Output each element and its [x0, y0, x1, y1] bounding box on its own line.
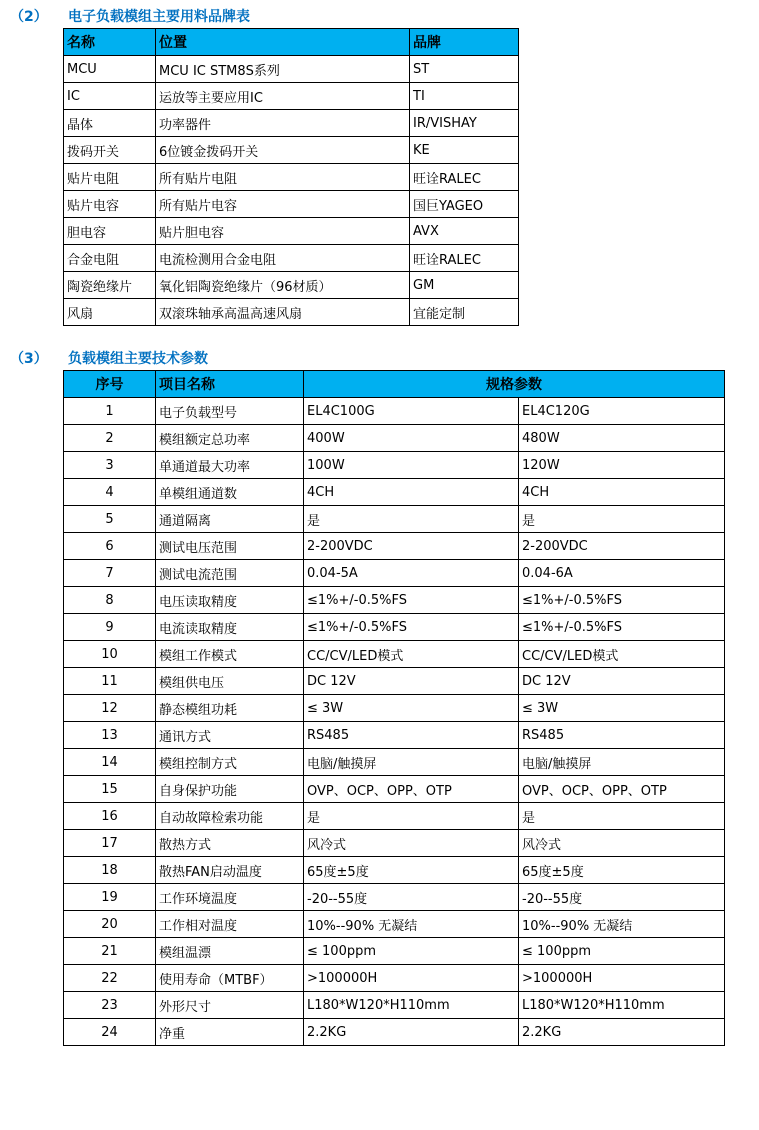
cell-index: 17	[64, 830, 156, 857]
cell-name: 贴片电阻	[64, 164, 156, 191]
cell-spec-model-2: 480W	[519, 425, 725, 452]
table-row	[64, 587, 725, 614]
cell-spec-model-1: 2-200VDC	[304, 533, 519, 560]
cell-item-name: 工作相对温度	[156, 911, 304, 938]
cell-brand: TI	[410, 83, 519, 110]
cell-brand: IR/VISHAY	[410, 110, 519, 137]
cell-spec-model-2: ≤1%+/-0.5%FS	[519, 614, 725, 641]
cell-spec-model-1: DC 12V	[304, 668, 519, 695]
cell-item-name: 净重	[156, 1019, 304, 1046]
cell-spec-model-1: 是	[304, 803, 519, 830]
cell-index: 13	[64, 722, 156, 749]
params-header-row	[64, 371, 725, 398]
cell-position: 电流检测用合金电阻	[156, 245, 410, 272]
table-row	[64, 452, 725, 479]
cell-brand: AVX	[410, 218, 519, 245]
cell-brand: 国巨YAGEO	[410, 191, 519, 218]
cell-spec-model-1: 400W	[304, 425, 519, 452]
cell-brand: KE	[410, 137, 519, 164]
cell-spec-model-2: EL4C120G	[519, 398, 725, 425]
cell-spec-model-2: >100000H	[519, 965, 725, 992]
cell-spec-model-2: DC 12V	[519, 668, 725, 695]
cell-name: 拨码开关	[64, 137, 156, 164]
cell-item-name: 单通道最大功率	[156, 452, 304, 479]
cell-item-name: 模组额定总功率	[156, 425, 304, 452]
cell-index: 3	[64, 452, 156, 479]
table-row	[64, 218, 519, 245]
cell-index: 21	[64, 938, 156, 965]
cell-spec-model-1: >100000H	[304, 965, 519, 992]
table-row	[64, 479, 725, 506]
params-table-body	[64, 398, 725, 1046]
cell-spec-model-1: 2.2KG	[304, 1019, 519, 1046]
cell-name: 胆电容	[64, 218, 156, 245]
cell-spec-model-2: 0.04-6A	[519, 560, 725, 587]
table-row	[64, 803, 725, 830]
cell-spec-model-2: RS485	[519, 722, 725, 749]
cell-item-name: 测试电流范围	[156, 560, 304, 587]
cell-spec-model-2: 10%--90% 无凝结	[519, 911, 725, 938]
table-row	[64, 776, 725, 803]
cell-brand: 旺诠RALEC	[410, 245, 519, 272]
cell-item-name: 电流读取精度	[156, 614, 304, 641]
cell-position: 功率器件	[156, 110, 410, 137]
cell-brand: 宜能定制	[410, 299, 519, 326]
cell-spec-model-2: ≤1%+/-0.5%FS	[519, 587, 725, 614]
cell-index: 24	[64, 1019, 156, 1046]
cell-spec-model-2: 2-200VDC	[519, 533, 725, 560]
cell-item-name: 测试电压范围	[156, 533, 304, 560]
cell-spec-model-1: 电脑/触摸屏	[304, 749, 519, 776]
cell-index: 5	[64, 506, 156, 533]
cell-item-name: 静态模组功耗	[156, 695, 304, 722]
cell-item-name: 电子负载型号	[156, 398, 304, 425]
table-row	[64, 299, 519, 326]
table-row	[64, 425, 725, 452]
cell-brand: GM	[410, 272, 519, 299]
cell-spec-model-2: 电脑/触摸屏	[519, 749, 725, 776]
cell-index: 19	[64, 884, 156, 911]
materials-brand-table	[63, 28, 519, 326]
cell-index: 18	[64, 857, 156, 884]
cell-position: 6位镀金拨码开关	[156, 137, 410, 164]
table-row	[64, 164, 519, 191]
cell-spec-model-2: 120W	[519, 452, 725, 479]
cell-index: 4	[64, 479, 156, 506]
cell-item-name: 外形尺寸	[156, 992, 304, 1019]
cell-item-name: 工作环境温度	[156, 884, 304, 911]
table-row	[64, 911, 725, 938]
cell-index: 1	[64, 398, 156, 425]
table-row	[64, 398, 725, 425]
cell-spec-model-1: 65度±5度	[304, 857, 519, 884]
table-row	[64, 641, 725, 668]
cell-position: MCU IC STM8S系列	[156, 56, 410, 83]
cell-spec-model-1: -20--55度	[304, 884, 519, 911]
table-row	[64, 506, 725, 533]
header-name: 名称	[64, 29, 156, 56]
cell-spec-model-2: 2.2KG	[519, 1019, 725, 1046]
cell-position: 双滚珠轴承高温高速风扇	[156, 299, 410, 326]
table-row	[64, 668, 725, 695]
cell-item-name: 模组工作模式	[156, 641, 304, 668]
tech-params-table	[63, 370, 725, 1046]
cell-name: 晶体	[64, 110, 156, 137]
cell-item-name: 通讯方式	[156, 722, 304, 749]
cell-spec-model-1: L180*W120*H110mm	[304, 992, 519, 1019]
materials-header-row	[64, 29, 519, 56]
table-row	[64, 965, 725, 992]
cell-position: 运放等主要应用IC	[156, 83, 410, 110]
cell-spec-model-2: ≤ 3W	[519, 695, 725, 722]
table-row	[64, 857, 725, 884]
cell-name: MCU	[64, 56, 156, 83]
cell-name: 陶瓷绝缘片	[64, 272, 156, 299]
cell-item-name: 散热方式	[156, 830, 304, 857]
cell-item-name: 电压读取精度	[156, 587, 304, 614]
cell-item-name: 通道隔离	[156, 506, 304, 533]
cell-position: 贴片胆电容	[156, 218, 410, 245]
cell-spec-model-1: CC/CV/LED模式	[304, 641, 519, 668]
cell-index: 11	[64, 668, 156, 695]
table-row	[64, 560, 725, 587]
cell-index: 10	[64, 641, 156, 668]
table-row	[64, 1019, 725, 1046]
cell-item-name: 模组供电压	[156, 668, 304, 695]
cell-spec-model-2: 风冷式	[519, 830, 725, 857]
cell-index: 16	[64, 803, 156, 830]
cell-item-name: 单模组通道数	[156, 479, 304, 506]
table-row	[64, 137, 519, 164]
cell-spec-model-2: 是	[519, 803, 725, 830]
cell-spec-model-2: -20--55度	[519, 884, 725, 911]
cell-spec-model-2: ≤ 100ppm	[519, 938, 725, 965]
cell-position: 所有贴片电阻	[156, 164, 410, 191]
cell-item-name: 散热FAN启动温度	[156, 857, 304, 884]
cell-name: IC	[64, 83, 156, 110]
table-row	[64, 722, 725, 749]
cell-index: 23	[64, 992, 156, 1019]
cell-spec-model-1: 风冷式	[304, 830, 519, 857]
materials-table-body	[64, 56, 519, 326]
table-row	[64, 533, 725, 560]
cell-spec-model-1: 是	[304, 506, 519, 533]
header-item-name: 项目名称	[156, 371, 304, 398]
table-row	[64, 695, 725, 722]
cell-index: 20	[64, 911, 156, 938]
header-spec: 规格参数	[304, 371, 725, 398]
section-3-number: （3）	[10, 351, 48, 367]
cell-name: 合金电阻	[64, 245, 156, 272]
section-2-number: （2）	[10, 9, 48, 25]
cell-spec-model-1: OVP、OCP、OPP、OTP	[304, 776, 519, 803]
cell-position: 氧化铝陶瓷绝缘片（96材质）	[156, 272, 410, 299]
cell-name: 风扇	[64, 299, 156, 326]
cell-spec-model-1: RS485	[304, 722, 519, 749]
cell-spec-model-1: 4CH	[304, 479, 519, 506]
table-row	[64, 110, 519, 137]
header-brand: 品牌	[410, 29, 519, 56]
cell-spec-model-2: 4CH	[519, 479, 725, 506]
cell-index: 9	[64, 614, 156, 641]
cell-spec-model-1: ≤1%+/-0.5%FS	[304, 587, 519, 614]
cell-index: 6	[64, 533, 156, 560]
cell-item-name: 使用寿命（MTBF）	[156, 965, 304, 992]
cell-item-name: 模组控制方式	[156, 749, 304, 776]
cell-spec-model-2: L180*W120*H110mm	[519, 992, 725, 1019]
cell-spec-model-1: ≤ 100ppm	[304, 938, 519, 965]
cell-brand: ST	[410, 56, 519, 83]
cell-item-name: 自身保护功能	[156, 776, 304, 803]
table-row	[64, 245, 519, 272]
table-row	[64, 56, 519, 83]
cell-spec-model-2: 65度±5度	[519, 857, 725, 884]
cell-index: 8	[64, 587, 156, 614]
cell-spec-model-1: ≤1%+/-0.5%FS	[304, 614, 519, 641]
cell-brand: 旺诠RALEC	[410, 164, 519, 191]
cell-index: 12	[64, 695, 156, 722]
cell-spec-model-1: EL4C100G	[304, 398, 519, 425]
header-index: 序号	[64, 371, 156, 398]
cell-spec-model-1: 10%--90% 无凝结	[304, 911, 519, 938]
cell-index: 2	[64, 425, 156, 452]
cell-item-name: 模组温漂	[156, 938, 304, 965]
cell-index: 22	[64, 965, 156, 992]
cell-spec-model-2: CC/CV/LED模式	[519, 641, 725, 668]
cell-index: 7	[64, 560, 156, 587]
section-3-title: 负载模组主要技术参数	[68, 351, 208, 367]
cell-spec-model-1: ≤ 3W	[304, 695, 519, 722]
table-row	[64, 191, 519, 218]
cell-name: 贴片电容	[64, 191, 156, 218]
cell-index: 15	[64, 776, 156, 803]
cell-index: 14	[64, 749, 156, 776]
header-position: 位置	[156, 29, 410, 56]
cell-spec-model-2: OVP、OCP、OPP、OTP	[519, 776, 725, 803]
section-2-title: 电子负载模组主要用料品牌表	[68, 9, 250, 25]
table-row	[64, 884, 725, 911]
table-row	[64, 992, 725, 1019]
table-row	[64, 938, 725, 965]
cell-spec-model-1: 0.04-5A	[304, 560, 519, 587]
table-row	[64, 272, 519, 299]
table-row	[64, 614, 725, 641]
cell-item-name: 自动故障检索功能	[156, 803, 304, 830]
cell-spec-model-1: 100W	[304, 452, 519, 479]
cell-spec-model-2: 是	[519, 506, 725, 533]
table-row	[64, 830, 725, 857]
table-row	[64, 83, 519, 110]
table-row	[64, 749, 725, 776]
cell-position: 所有贴片电容	[156, 191, 410, 218]
